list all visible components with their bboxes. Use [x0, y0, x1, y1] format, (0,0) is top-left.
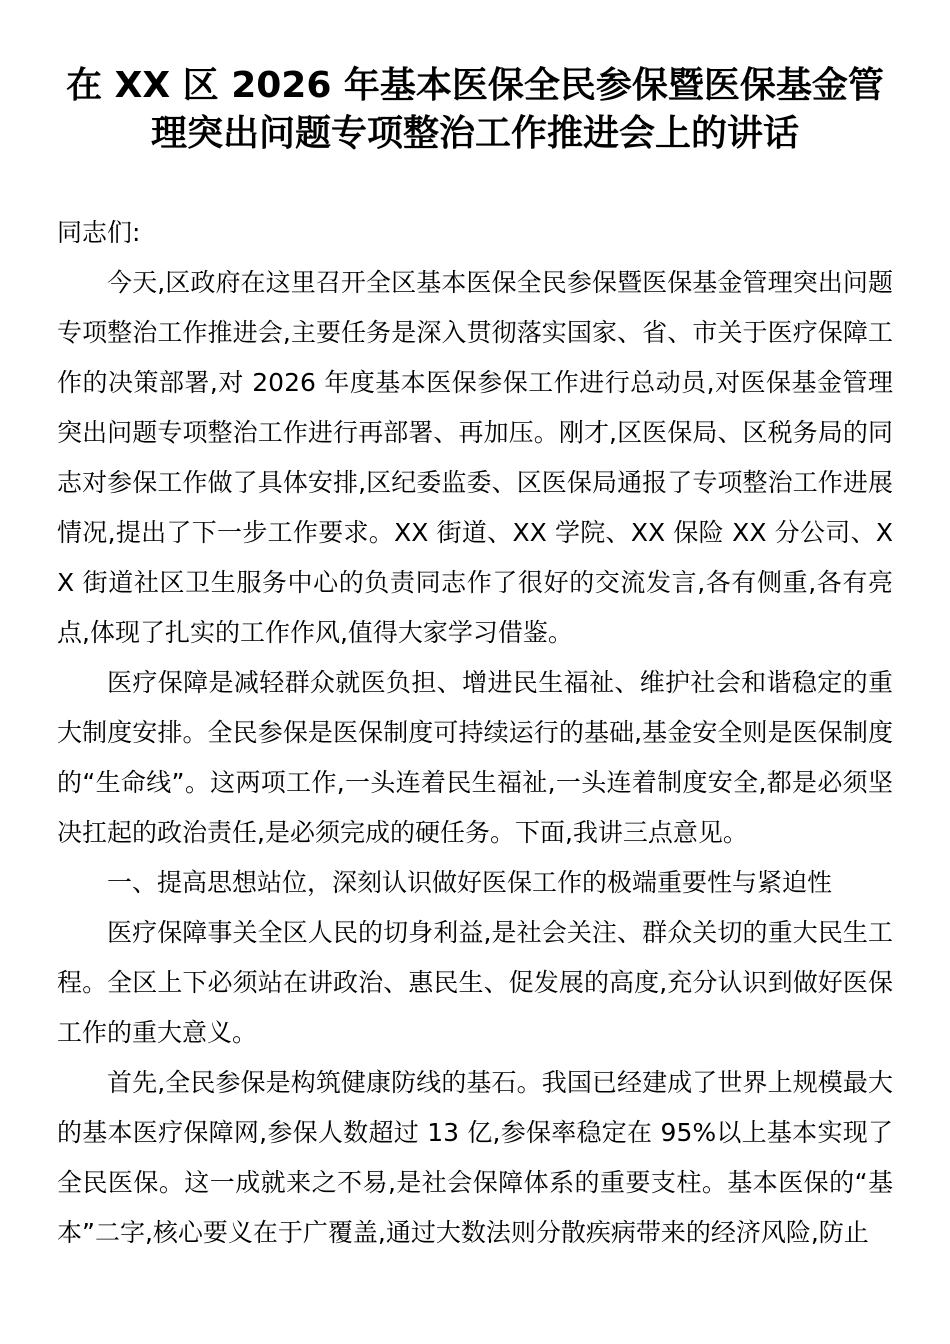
paragraph-significance: 医疗保障是减轻群众就医负担、增进民生福祉、维护社会和谐稳定的重大制度安排。全民参保是医保制度可持续运行的基础,基金安全则是医保制度的“生命线”。这两项工作,一头连着民生福祉,一头连着制度安全,都是必须坚决扛起的政治责任,是必须完成的硬任务。下面,我讲三点意见。 [57, 668, 893, 847]
paragraph-universal-coverage: 首先,全民参保是构筑健康防线的基石。我国已经建成了世界上规模最大的基本医疗保障网,参保人数超过 13 亿,参保率稳定在 95%以上基本实现了全民医保。这一成就来之不易,是社会保障体系的重要支柱。基本医保的“基本”二字,核心要义在于广覆盖,通过大数法则分散疾病带来的经济风险,防止 [57, 1068, 893, 1247]
section-heading-1: 一、提高思想站位，深刻认识做好医保工作的极端重要性与紧迫性 [107, 868, 833, 897]
salutation: 同志们: [57, 218, 141, 247]
document-title: 在 XX 区 2026 年基本医保全民参保暨医保基金管理突出问题专项整治工作推进会上的讲话 [66, 65, 884, 154]
paragraph-livelihood: 医疗保障事关全区人民的切身利益,是社会关注、群众关切的重大民生工程。全区上下必须站在讲政治、惠民生、促发展的高度,充分认识到做好医保工作的重大意义。 [57, 918, 893, 1047]
document-body [57, 208, 893, 1258]
paragraph-opening: 今天,区政府在这里召开全区基本医保全民参保暨医保基金管理突出问题专项整治工作推进会,主要任务是深入贯彻落实国家、省、市关于医疗保障工作的决策部署,对 2026 年度基本医保参保工作进行总动员,对医保基金管理突出问题专项整治工作进行再部署、再加压。刚才,区医保局、区税务局的同志对参保工作做了具体安排,区纪委监委、区医保局通报了专项整治工作进展情况,提出了下一步工作要求。XX 街道、XX 学院、XX 保险 XX 分公司、XX 街道社区卫生服务中心的负责同志作了很好的交流发言,各有侧重,各有亮点,体现了扎实的工作作风,值得大家学习借鉴。 [57, 268, 893, 647]
